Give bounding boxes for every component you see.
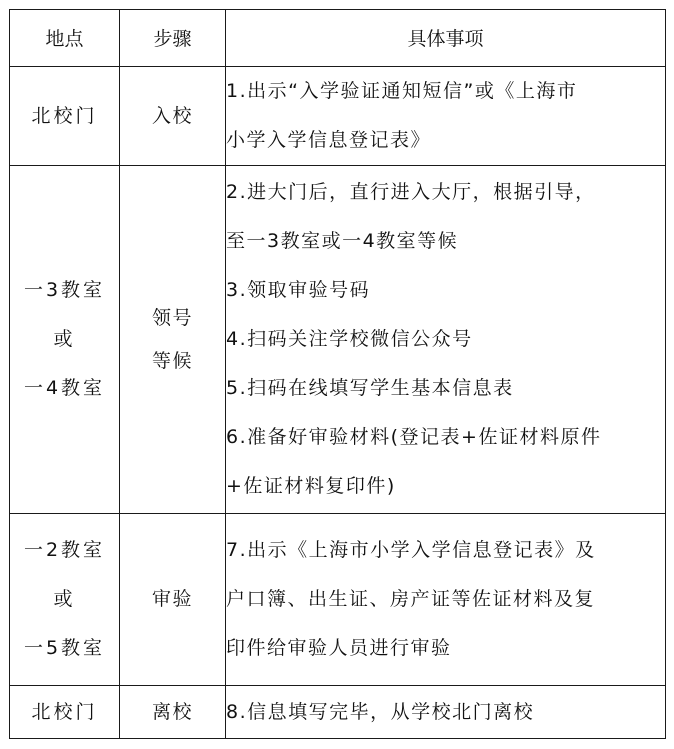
location-cell	[10, 66, 120, 166]
step-text: 离校	[151, 700, 193, 723]
detail-line: 3.领取审验号码	[226, 279, 371, 302]
location-text: 北校门	[31, 700, 98, 723]
location-cell	[10, 513, 120, 686]
detail-line: 印件给审验人员进行审验	[226, 637, 452, 660]
header-details: 具体事项	[226, 10, 666, 67]
detail-line: 小学入学信息登记表》	[226, 129, 432, 151]
location-text: 一3教室	[23, 279, 106, 302]
table-row	[10, 686, 666, 739]
detail-line: 至一3教室或一4教室等候	[226, 230, 459, 253]
header-row	[10, 10, 666, 67]
detail-line: 8.信息填写完毕，从学校北门离校	[226, 700, 535, 723]
step-cell	[120, 513, 226, 686]
location-text: 北校门	[31, 104, 98, 127]
step-cell	[120, 166, 226, 513]
header-step: 步骤	[120, 10, 226, 67]
location-text: 或	[53, 328, 76, 351]
details-cell	[226, 513, 666, 686]
detail-line: 2.进大门后，直行进入大厅，根据引导，	[226, 181, 596, 204]
header-location: 地点	[10, 10, 120, 67]
step-cell	[120, 686, 226, 739]
location-cell	[10, 686, 120, 739]
detail-line: +佐证材料复印件)	[226, 475, 396, 498]
details-cell	[226, 166, 666, 513]
table-row	[10, 166, 666, 513]
step-text: 入校	[151, 104, 193, 127]
step-text: 等候	[151, 349, 193, 372]
location-text: 一4教室	[23, 377, 106, 400]
step-text: 审验	[151, 588, 193, 611]
location-text: 一5教室	[23, 637, 106, 660]
table-row	[10, 513, 666, 686]
detail-line: 7.出示《上海市小学入学信息登记表》及	[226, 539, 596, 562]
location-text: 一2教室	[23, 539, 106, 562]
details-cell	[226, 686, 666, 739]
table-row	[10, 66, 666, 166]
detail-line: 户口簿、出生证、房产证等佐证材料及复	[226, 588, 596, 611]
step-cell	[120, 66, 226, 166]
detail-line: 1.出示“入学验证通知短信”或《上海市	[226, 80, 578, 102]
detail-line: 6.准备好审验材料(登记表+佐证材料原件	[226, 426, 602, 449]
detail-line: 4.扫码关注学校微信公众号	[226, 328, 473, 351]
location-text: 或	[53, 588, 76, 611]
details-cell	[226, 66, 666, 166]
step-text: 领号	[151, 306, 193, 329]
location-cell	[10, 166, 120, 513]
admission-procedure-table	[9, 9, 666, 739]
detail-line: 5.扫码在线填写学生基本信息表	[226, 377, 514, 400]
